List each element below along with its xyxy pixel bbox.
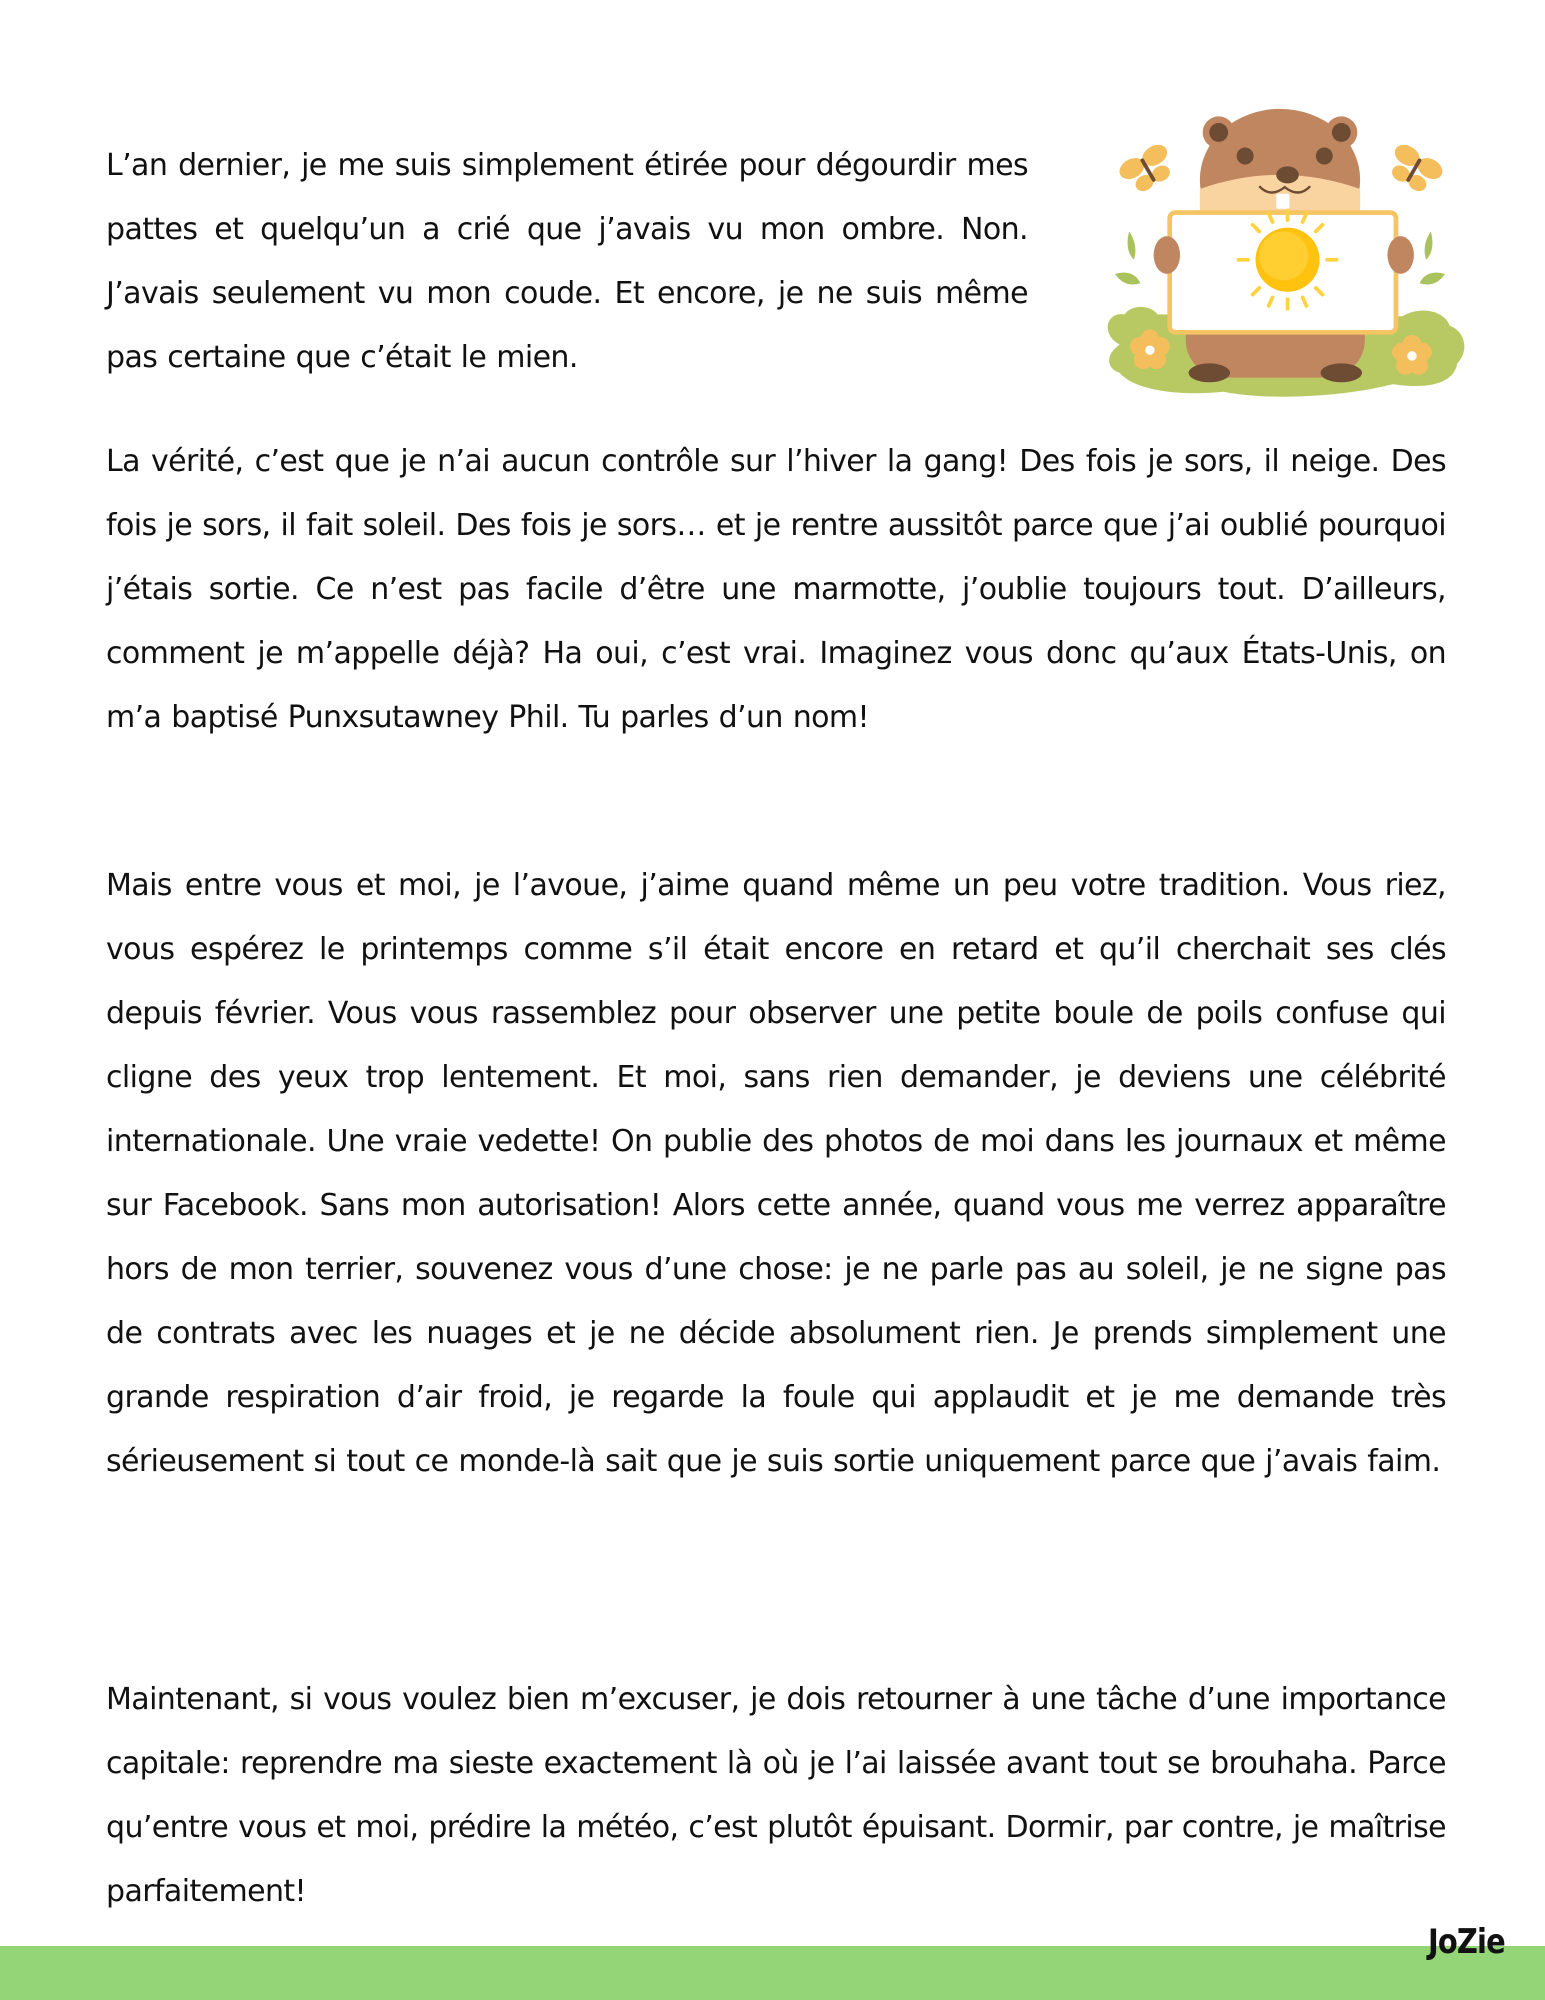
groundhog-illustration	[1080, 90, 1480, 420]
paragraph-intro: L’an dernier, je me suis simplement étirée pour dégourdir mes pattes et quelqu’un a crié que j’avais vu mon ombre. Non. J’avais seulement vu mon coude. Et encore, je ne suis même pas certaine que c’était le mien.	[106, 148, 1028, 375]
brand-logo: JoZie	[1428, 1922, 1505, 1962]
right-foot-icon	[1321, 363, 1362, 382]
teeth	[1276, 194, 1289, 209]
paragraph-closing: Maintenant, si vous voulez bien m’excuser, je dois retourner à une tâche d’une importance capitale: reprendre ma sieste exactement là où je l’ai laissée avant tout se brouhaha. Parce qu’entre vous et moi, prédire la météo, c’est plutôt épuisant. Dormir, par contre, je maîtrise parfaitement!	[106, 1682, 1447, 1909]
paragraph-truth: La vérité, c’est que je n’ai aucun contrôle sur l’hiver la gang! Des fois je sors, il neige. Des fois je sors, il fait soleil. Des fois je sors… et je rentre aussitôt parce que j’ai oublié pourquoi j’étais sortie. Ce n’est pas facile d’être une marmotte, j’oublie toujours tout. D’ailleurs, comment je m’appelle déjà? Ha oui, c’est vrai. Imaginez vous donc qu’aux États-Unis, on m’a baptisé Punxsutawney Phil. Tu parles d’un nom!	[106, 444, 1446, 735]
footer-bar	[0, 1946, 1545, 2000]
right-paw	[1387, 236, 1413, 274]
left-paw	[1154, 236, 1180, 274]
left-eye	[1237, 148, 1254, 165]
leaf-icon	[1420, 273, 1445, 285]
right-eye	[1316, 148, 1333, 165]
leaf-icon	[1425, 231, 1433, 259]
butterfly-left-icon	[1116, 141, 1180, 198]
left-foot-icon	[1189, 363, 1230, 382]
leaf-icon	[1128, 231, 1136, 259]
paragraph-tradition: Mais entre vous et moi, je l’avoue, j’aime quand même un peu votre tradition. Vous riez, vous espérez le printemps comme s’il était encore en retard et qu’il cherchait ses clés depuis février. Vous vous rassemblez pour observer une petite boule de poils confuse qui cligne des yeux trop lentement. Et moi, sans rien demander, je deviens une célébrité internationale. Une vraie vedette! On publie des photos de moi dans les journaux et même sur Facebook. Sans mon autorisation! Alors cette année, quand vous me verrez apparaître hors de mon terrier, souvenez vous d’une chose: je ne parle pas au soleil, je ne signe pas de contrats avec les nuages et je ne décide absolument rien. Je prends simplement une grande respiration d’air froid, je regarde la foule qui applaudit et je me demande très sérieusement si tout ce monde-là sait que je suis sortie uniquement parce que j’avais faim.	[106, 868, 1446, 1479]
nose	[1276, 166, 1299, 183]
leaf-icon	[1115, 273, 1140, 285]
butterfly-right-icon	[1383, 141, 1447, 198]
